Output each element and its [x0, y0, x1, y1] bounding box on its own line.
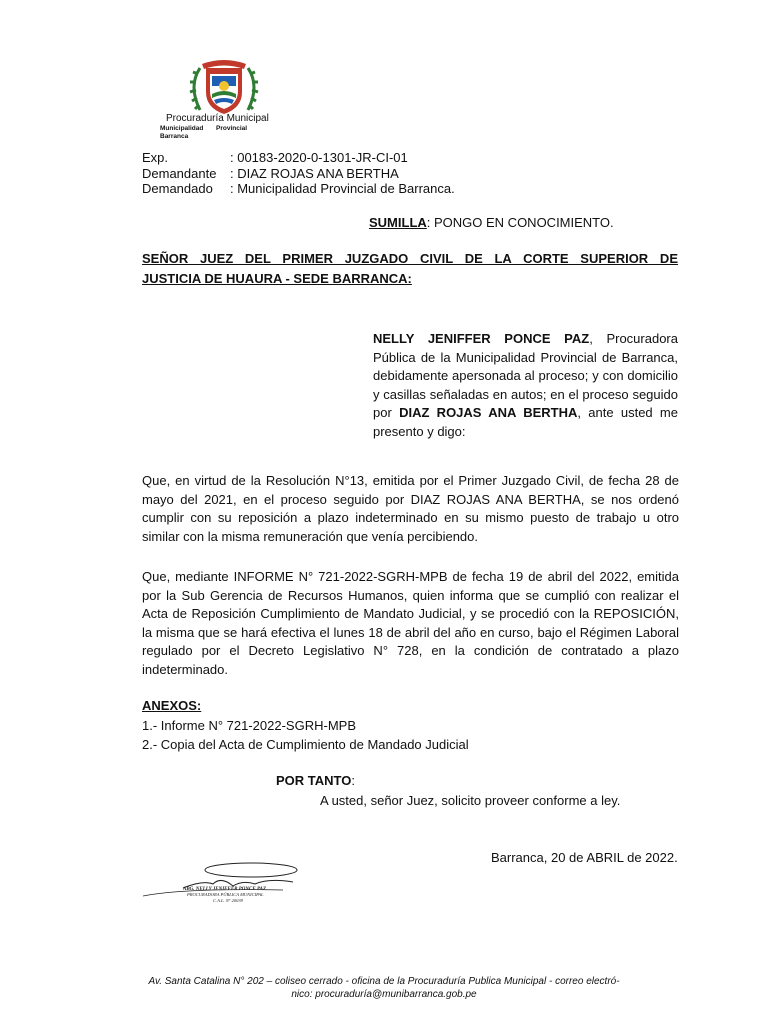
case-value: : Municipalidad Provincial de Barranca.	[230, 181, 455, 196]
header-subtitle: Barranca	[160, 133, 189, 140]
signature-name: ABG. NELLY JENIFFER PONCE PAZ	[183, 887, 267, 892]
municipal-seal-logo	[186, 58, 262, 116]
anexo-item: 2.- Copia del Acta de Cumplimiento de Mandado Judicial	[142, 737, 469, 752]
addressee-line-1	[142, 246, 678, 271]
footer-address	[120, 975, 648, 1001]
anexos-list	[142, 716, 469, 754]
signature-stamp	[143, 858, 303, 908]
footer-line: Av. Santa Catalina N° 202 – coliseo cerrado - oficina de la Procuraduría Publica Municipal - correo electró-	[148, 976, 620, 987]
party-text: , Procuradora Pública de la Municipalidad Provincial de Barranca, debidamente apersonada al proceso; y con domicilio y casillas señaladas en autos; en el proceso seguido por	[373, 331, 678, 420]
sumilla-text: : PONGO EN CONOCIMIENTO.	[426, 215, 614, 230]
header-subtitle: Municipalidad	[160, 125, 204, 132]
por-tanto-colon: :	[351, 773, 355, 788]
header-title: Procuraduría Municipal	[166, 113, 269, 124]
document-date: Barranca, 20 de ABRIL de 2022.	[491, 850, 678, 865]
case-row-exp	[142, 150, 455, 166]
case-label: Exp.	[142, 150, 169, 165]
footer-line: nico: procuraduría@munibarranca.gob.pe	[291, 989, 477, 1000]
por-tanto-label: POR TANTO	[276, 773, 352, 788]
sumilla-label: SUMILLA	[369, 215, 427, 230]
sumilla	[369, 215, 614, 230]
body-paragraph: Que, en virtud de la Resolución N°13, emitida por el Primer Juzgado Civil, de fecha 28 de mayo del 2021, en el proceso seguido por DIAZ ROJAS ANA BERTHA, se nos ordenó cumplir con su reposición a plazo indeterminado en su mismo puesto de trabajo u otro similar con la misma remuneración que venía percibiendo.	[142, 473, 679, 544]
anexos-title: ANEXOS:	[142, 698, 202, 713]
case-value: : 00183-2020-0-1301-JR-CI-01	[230, 150, 408, 165]
body-paragraph: Que, mediante INFORME N° 721-2022-SGRH-MPB de fecha 19 de abril del 2022, emitida por la Sub Gerencia de Recursos Humanos, quien informa que se cumplió con realizar el Acta de Reposición Cumplimiento de Mandato Judicial, y se procedió con la REPOSICIÓN, la misma que se hará efectiva el lunes 18 de abril del año en curso, bajo el Régimen Laboral regulado por el Decreto Legislativo N° 728, en la condición de contratado a plazo indeterminado.	[142, 569, 679, 677]
case-label: Demandante	[142, 165, 217, 181]
case-row-demandante	[142, 166, 455, 182]
header-subtitle: Provincial	[216, 125, 248, 132]
addressee-line-2: JUSTICIA DE HUAURA - SEDE BARRANCA:	[142, 271, 412, 286]
case-value: : DIAZ ROJAS ANA BERTHA	[230, 165, 399, 181]
addressee-text: SEÑOR JUEZ DEL PRIMER JUZGADO CIVIL DE LA CORTE SUPERIOR DE	[142, 251, 678, 266]
anexo-item: 1.- Informe N° 721-2022-SGRH-MPB	[142, 718, 356, 733]
party-text: , ante usted me presento y digo:	[373, 405, 678, 439]
signature-role: PROCURADORA PÚBLICA MUNICIPAL	[187, 892, 264, 897]
por-tanto	[276, 773, 355, 788]
case-row-demandado	[142, 181, 455, 197]
case-info	[142, 150, 455, 197]
signature-registration: C.A.L. N° 20039	[213, 898, 243, 903]
party-introduction	[373, 330, 678, 441]
party-name: NELLY JENIFFER PONCE PAZ	[373, 331, 590, 346]
plaintiff-name: DIAZ ROJAS ANA BERTHA	[399, 405, 578, 420]
case-label: Demandado	[142, 181, 213, 196]
request-text: A usted, señor Juez, solicito proveer conforme a ley.	[320, 793, 621, 808]
